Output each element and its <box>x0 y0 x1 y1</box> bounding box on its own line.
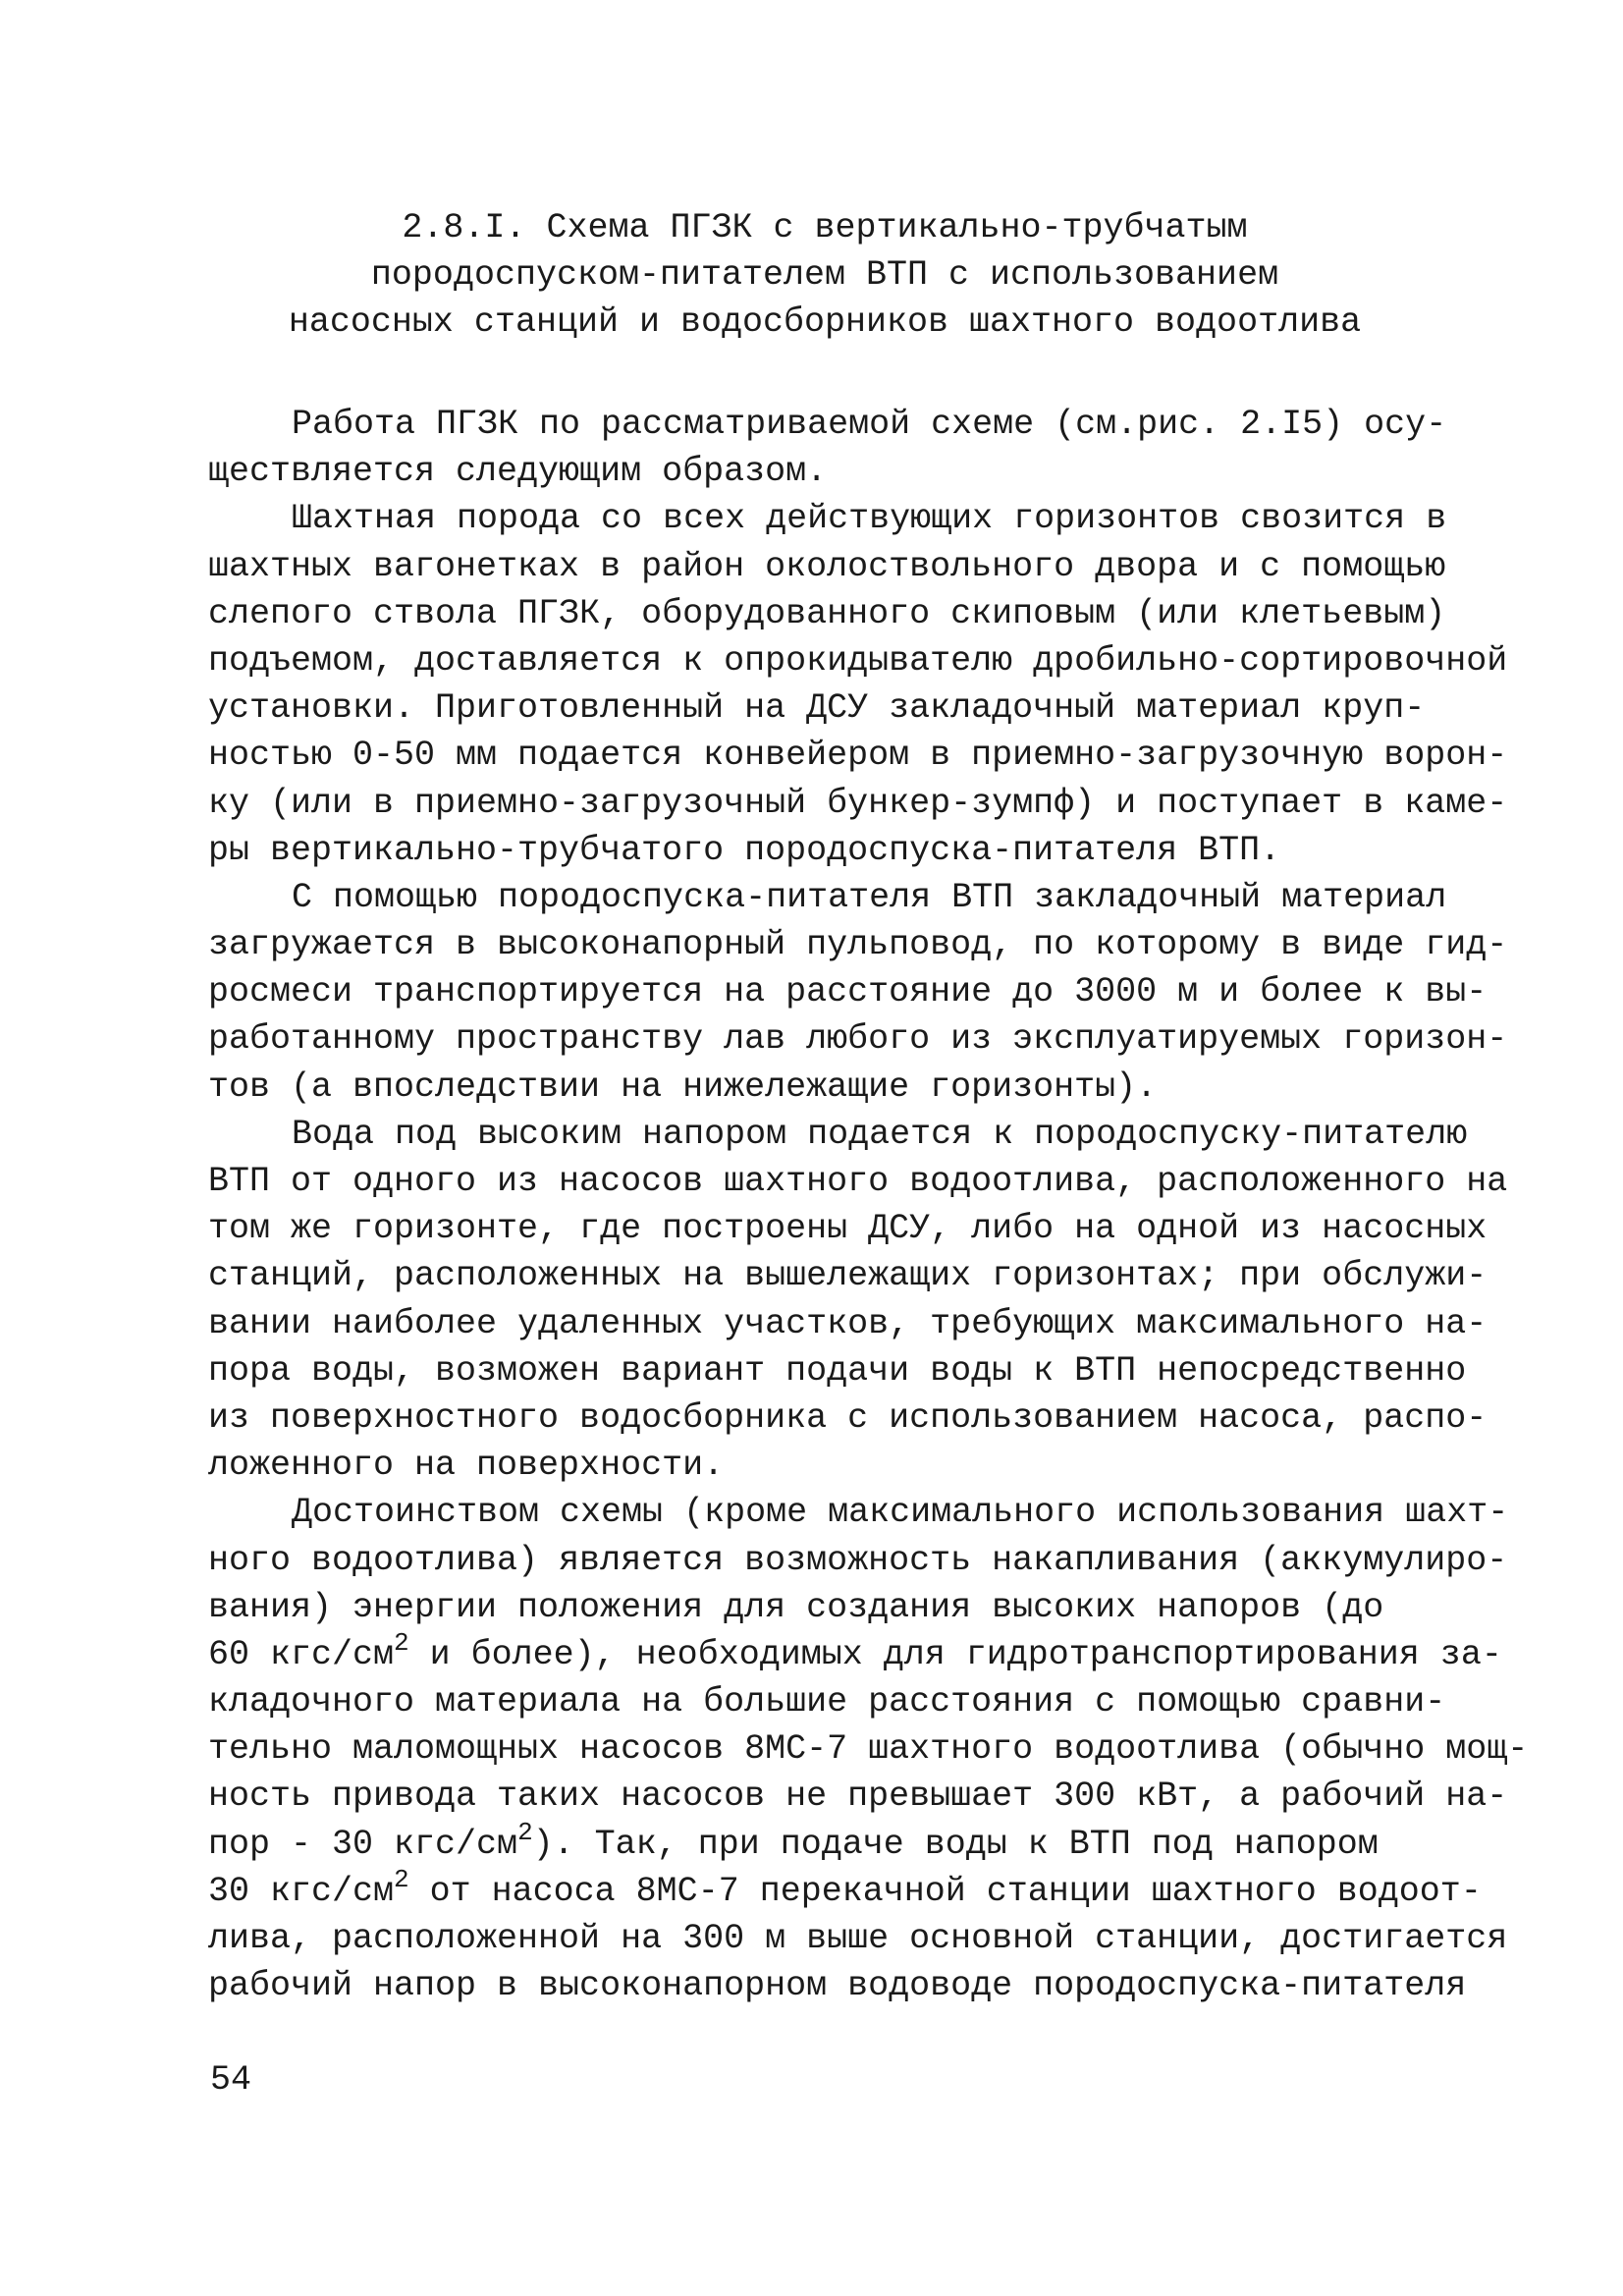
body-text <box>208 401 1529 2009</box>
text-line: подъемом, доставляется к опрокидывателю дробильно-сортировочной <box>208 640 1508 681</box>
text-line: тов (а впоследствии на нижележащие горизонты). <box>208 1066 1158 1107</box>
text-line: установки. Приготовленный на ДСУ закладочный материал круп- <box>208 688 1426 729</box>
text-line: Вода под высоким напором подается к породоспуску-питателю <box>292 1114 1468 1154</box>
section-heading <box>196 204 1453 346</box>
text-line: Работа ПГЗК по рассматриваемой схеме (см.рис. 2.I5) осу- <box>292 405 1447 444</box>
text-line: ного водоотлива) является возможность накапливания (аккумулиро- <box>208 1540 1508 1580</box>
text-line: ность привода таких насосов не превышает 300 кВт, а рабочий на- <box>208 1777 1508 1817</box>
text-line: вании наиболее удаленных участков, требующих максимального на- <box>208 1303 1488 1343</box>
page-number: 54 <box>210 2060 252 2100</box>
superscript: 2 <box>394 1864 409 1894</box>
text-line-with-superscript <box>208 1864 1485 1915</box>
text-line: загружается в высоконапорный пульповод, по которому в виде гид- <box>208 925 1508 965</box>
heading-line-3: насосных станций и водосборников шахтного водоотлива <box>288 302 1362 342</box>
heading-line-1: 2.8.I. Схема ПГЗК с вертикально-трубчатым <box>402 208 1248 247</box>
text-line: тельно маломощных насосов 8МС-7 шахтного водоотлива (обычно мощ- <box>208 1729 1529 1770</box>
text-fragment: 60 кгс/см <box>208 1634 395 1674</box>
text-line: ществляется следующим образом. <box>208 452 828 492</box>
heading-line-2: породоспуском-питателем ВТП с использованием <box>370 255 1279 295</box>
text-line: ры вертикально-трубчатого породоспуска-питателя ВТП. <box>208 830 1281 870</box>
text-line: росмеси транспортируется на расстояние до 3000 м и более к вы- <box>208 972 1488 1012</box>
text-line: кладочного материала на большие расстояния с помощью сравни- <box>208 1682 1446 1722</box>
text-fragment: 30 кгс/см <box>208 1871 395 1911</box>
text-fragment: и более), необходимых для гидротранспортирования за- <box>408 1634 1502 1674</box>
text-fragment: от насоса 8МС-7 перекачной станции шахтного водоот- <box>408 1871 1482 1911</box>
text-line: вания) энергии положения для создания высоких напоров (до <box>208 1587 1384 1627</box>
text-line: том же горизонте, где построены ДСУ, либо на одной из насосных <box>208 1209 1488 1249</box>
text-line-with-superscript <box>208 1817 1485 1868</box>
text-line: ложенного на поверхности. <box>208 1446 725 1486</box>
text-line: слепого ствола ПГЗК, оборудованного скиповым (или клетьевым) <box>208 593 1446 633</box>
superscript: 2 <box>517 1817 533 1847</box>
text-line: пора воды, возможен вариант подачи воды к ВТП непосредственно <box>208 1350 1467 1391</box>
text-line: Достоинством схемы (кроме максимального использования шахт- <box>292 1493 1509 1533</box>
text-line: Шахтная порода со всех действующих горизонтов свозится в <box>292 499 1447 539</box>
text-line: ВТП от одного из насосов шахтного водоотлива, расположенного на <box>208 1162 1508 1201</box>
text-line: лива, расположенной на 300 м выше основной станции, достигается <box>208 1919 1508 1958</box>
text-line: С помощью породоспуска-питателя ВТП закладочный материал <box>292 877 1447 917</box>
text-line: ку (или в приемно-загрузочный бункер-зумпф) и поступает в каме- <box>208 783 1508 823</box>
text-line: работанному пространству лав любого из эксплуатируемых горизон- <box>208 1019 1508 1060</box>
text-line-with-superscript <box>208 1627 1502 1678</box>
text-line: ностью 0-50 мм подается конвейером в приемно-загрузочную ворон- <box>208 736 1508 776</box>
superscript: 2 <box>394 1627 409 1658</box>
text-line: рабочий напор в высоконапорном водоводе породоспуска-питателя <box>208 1966 1467 2006</box>
text-line: из поверхностного водосборника с использованием насоса, распо- <box>208 1397 1488 1438</box>
text-line: станций, расположенных на вышележащих горизонтах; при обслужи- <box>208 1256 1488 1296</box>
text-fragment: пор - 30 кгс/см <box>208 1824 518 1864</box>
text-fragment: ). Так, при подаче воды к ВТП под напором <box>532 1824 1379 1864</box>
text-line: шахтных вагонетках в район околоствольного двора и с помощью <box>208 546 1446 586</box>
